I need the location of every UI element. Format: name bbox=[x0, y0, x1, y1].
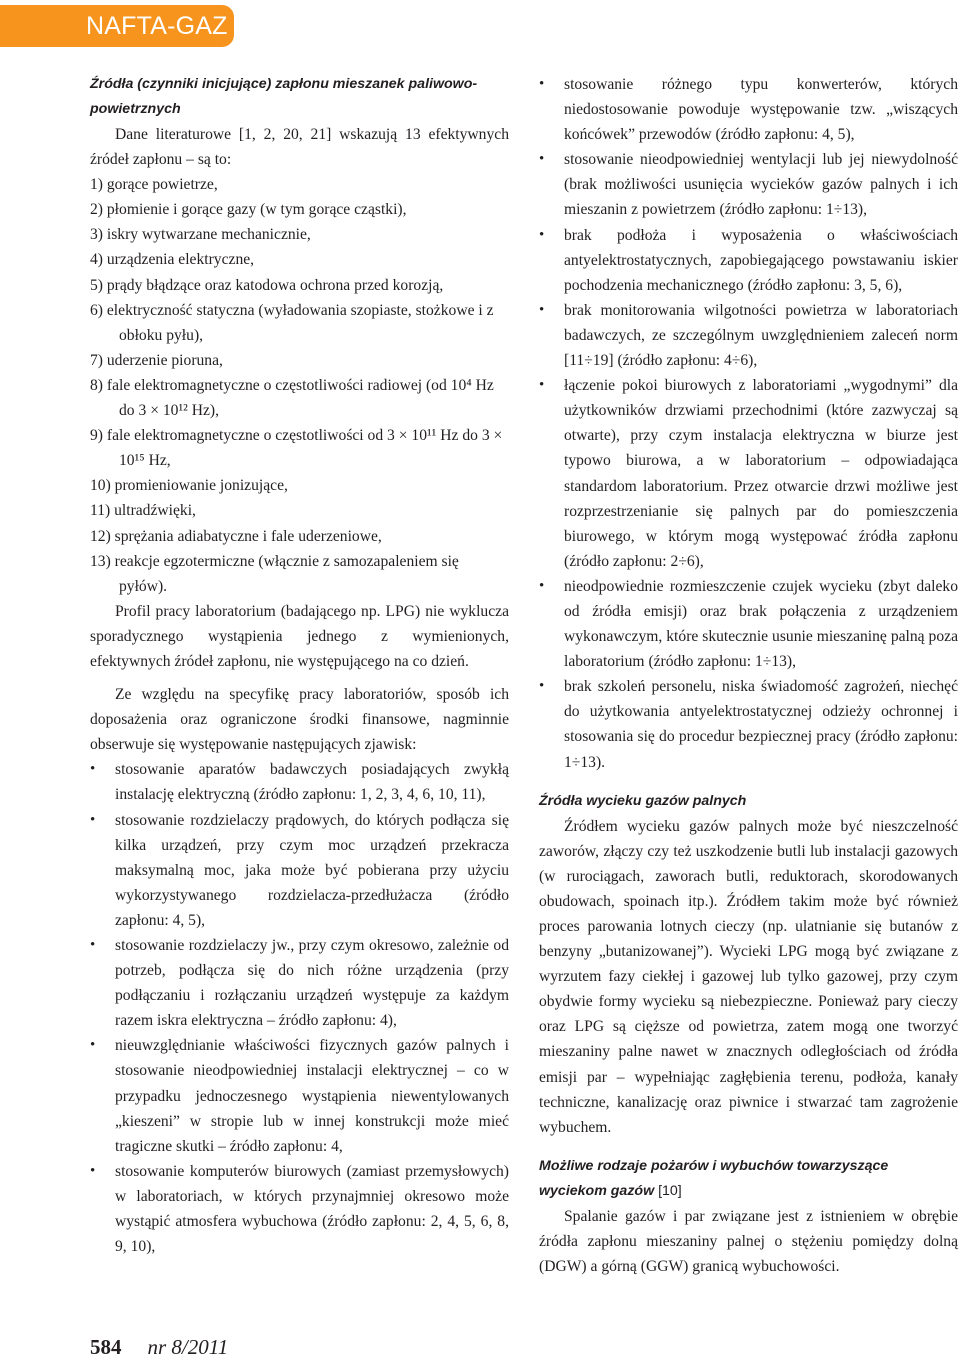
journal-header-badge bbox=[0, 5, 234, 47]
list-item: • stosowanie różnego typu konwerterów, których niedostosowanie powoduje występowanie tzw. „wiszących końcówek” przewodów (źródło zapłonu: 4, 5), bbox=[539, 72, 958, 147]
list-item: 7) uderzenie pioruna, bbox=[90, 351, 223, 369]
list-item: • stosowanie komputerów biurowych (zamiast przemysłowych) w laboratoriach, w których przynajmniej okresowo może wystąpić atmosfera wybuchowa (źródło zapłonu: 2, 4, 5, 6, 8, 9, 10), bbox=[90, 1159, 509, 1259]
lpg-profile-paragraph: Profil pracy laboratorium (badającego np. LPG) nie wyklucza sporadycznego wystąpienia jednego z wymienionych, efektywnych źródeł zapłonu, nie występującego na co dzień. bbox=[90, 602, 509, 670]
list-item: 8) fale elektromagnetyczne o częstotliwości radiowej (od 10⁴ Hz do 3 × 10¹² Hz), bbox=[90, 376, 494, 420]
list-item: • nieuwzględnianie właściwości fizycznych gazów palnych i stosowanie nieodpowiedniej instalacji elektrycznej – co w przypadku jednoczesnego wystąpienia niewentylowanych „kieszeni” w stropie lub w innej konstrukcji może mieć tragiczne skutki – źródło zapłonu: 4, bbox=[90, 1033, 509, 1158]
page-number: 584 bbox=[90, 1335, 122, 1359]
journal-title: NAFTA-GAZ bbox=[86, 12, 228, 40]
section-heading-fires-explosions bbox=[539, 1154, 958, 1204]
heading-text: Możliwe rodzaje pożarów i wybuchów towarzyszące wyciekom gazów bbox=[539, 1157, 889, 1199]
list-item: 9) fale elektromagnetyczne o częstotliwości od 3 × 10¹¹ Hz do 3 × 10¹⁵ Hz, bbox=[90, 427, 503, 470]
list-item: • stosowanie aparatów badawczych posiadających zwykłą instalację elektryczną (źródło zapłonu: 1, 2, 3, 4, 6, 10, 11), bbox=[90, 757, 509, 807]
list-item: • łączenie pokoi biurowych z laboratoriami „wygodnymi” dla użytkowników drzwiami przechodnimi (które zazwyczaj są otwarte), przy czym instalacja elektryczna w biurze jest typowo biurowa, a w laboratorium – odpowiadająca standardom laboratorium. Przez otwarcie drzwi możliwe jest rozprzestrzenianie się palnych par do pomieszczenia biurowego, w którym mogą występować źródła zapłonu (źródło zapłonu: 2÷6), bbox=[539, 373, 958, 574]
combustion-paragraph: Spalanie gazów i par związane jest z istnieniem w obrębie źródła zapłonu mieszaniny palnej o stężeniu pomiędzy dolną (DGW) a górną (GGW) granicą wybuchowości. bbox=[539, 1207, 958, 1276]
citation-ref: [10] bbox=[658, 1182, 682, 1199]
leak-sources-paragraph: Źródłem wycieku gazów palnych może być nieszczelność zaworów, złączy czy też uszkodzenie butli lub instalacji gazowych (w rurociągach, zaworach butli, reduktorach, skorodowanych obudowach, spoinach itp.). Źródłem takim może być również proces parowania lotnych cieczy (np. ulatnianie się butanów z benzyny „butanizowanej”). Wycieki LPG mogą być związane z wyrzutem fazy ciekłej i gazowej lub tylko gazowej, przy czym obydwie formy wycieku są niebezpieczne. Ponieważ pary cieczy oraz LPG są cięższe od powietrza, zatem mogą one tworzyć mieszaniny palne nawet w znacznych odległościach od źródła emisji par – wypełniając zagłębienia terenu, podłoża, kanały techniczne, kanalizację oraz piwnice i stwarzać tam zagrożenie wybuchem. bbox=[539, 817, 958, 1136]
issue-label: nr 8/2011 bbox=[147, 1335, 229, 1359]
list-item: 12) sprężania adiabatyczne i fale uderzeniowe, bbox=[90, 527, 382, 545]
ignition-source-list bbox=[90, 172, 509, 599]
list-item: • stosowanie rozdzielaczy prądowych, do których podłącza się kilka urządzeń, przy czym moc urządzeń przekracza maksymalną moc, jaka może być pobierana przy użyciu wykorzystywanego rozdzielacza-przedłużacza (źródło zapłonu: 4, 5), bbox=[90, 808, 509, 933]
list-item: 5) prądy błądzące oraz katodowa ochrona przed korozją, bbox=[90, 276, 444, 294]
list-item: 11) ultradźwięki, bbox=[90, 502, 196, 520]
list-item: • nieodpowiednie rozmieszczenie czujek wycieku (zbyt daleko od źródła emisji) oraz brak połączenia z urządzeniem wykonawczym, które skutecznie usunie mieszaninę palną poza laboratorium (źródło zapłonu: 1÷13), bbox=[539, 574, 958, 674]
list-item: • brak monitorowania wilgotności powietrza w laboratoriach badawczych, ze szczególnym uwzględnieniem zaleceń norm [11÷19] (źródło zapłonu: 4÷6), bbox=[539, 298, 958, 373]
list-item: 2) płomienie i gorące gazy (w tym gorące cząstki), bbox=[90, 201, 407, 219]
list-item: 3) iskry wytwarzane mechanicznie, bbox=[90, 226, 311, 244]
phenomena-list-right bbox=[539, 72, 958, 775]
list-item: 13) reakcje egzotermiczne (włącznie z samozapaleniem się pyłów). bbox=[90, 552, 459, 595]
list-item: 1) gorące powietrze, bbox=[90, 176, 218, 194]
phenomena-list-left bbox=[90, 757, 509, 1259]
intro-paragraph: Dane literaturowe [1, 2, 20, 21] wskazują 13 efektywnych źródeł zapłonu – są to: bbox=[90, 126, 509, 169]
list-item: 10) promieniowanie jonizujące, bbox=[90, 477, 288, 495]
section-heading-ignition-sources: Źródła (czynniki inicjujące) zapłonu mieszanek paliwowo-powietrznych bbox=[90, 76, 478, 117]
page-footer bbox=[90, 1333, 228, 1361]
section-heading-leak-sources: Źródła wycieku gazów palnych bbox=[539, 792, 747, 809]
list-item: • stosowanie rozdzielaczy jw., przy czym okresowo, zależnie od potrzeb, podłącza się do nich różne urządzenia (przy podłączaniu i rozłączaniu urządzeń występuje za każdym razem iskra elektryczna – źródło zapłonu: 4), bbox=[90, 933, 509, 1033]
list-item: • brak podłoża i wyposażenia o właściwościach antyelektrostatycznych, zapobiegającego powstawaniu iskier pochodzenia mechanicznego (źródło zapłonu: 3, 5, 6), bbox=[539, 223, 958, 298]
list-item: 4) urządzenia elektryczne, bbox=[90, 251, 255, 269]
left-column bbox=[90, 72, 509, 1259]
lab-specifics-paragraph: Ze względu na specyfikę pracy laboratoriów, sposób ich doposażenia oraz ograniczone środki finansowe, nagminnie obserwuje się występowanie następujących zjawisk: bbox=[90, 686, 509, 754]
list-item: 6) elektryczność statyczna (wyładowania szopiaste, stożkowe i z obłoku pyłu), bbox=[90, 301, 494, 344]
list-item: • stosowanie nieodpowiedniej wentylacji lub jej niewydolność (brak możliwości usunięcia wycieków gazów palnych i ich mieszanin z powietrzem (źródło zapłonu: 1÷13), bbox=[539, 147, 958, 222]
list-item: • brak szkoleń personelu, niska świadomość zagrożeń, niechęć do użytkowania antyelektrostatycznej odzieży ochronnej i stosowania się do procedur bezpiecznej pracy (źródło zapłonu: 1÷13). bbox=[539, 674, 958, 774]
right-column bbox=[539, 72, 958, 1279]
